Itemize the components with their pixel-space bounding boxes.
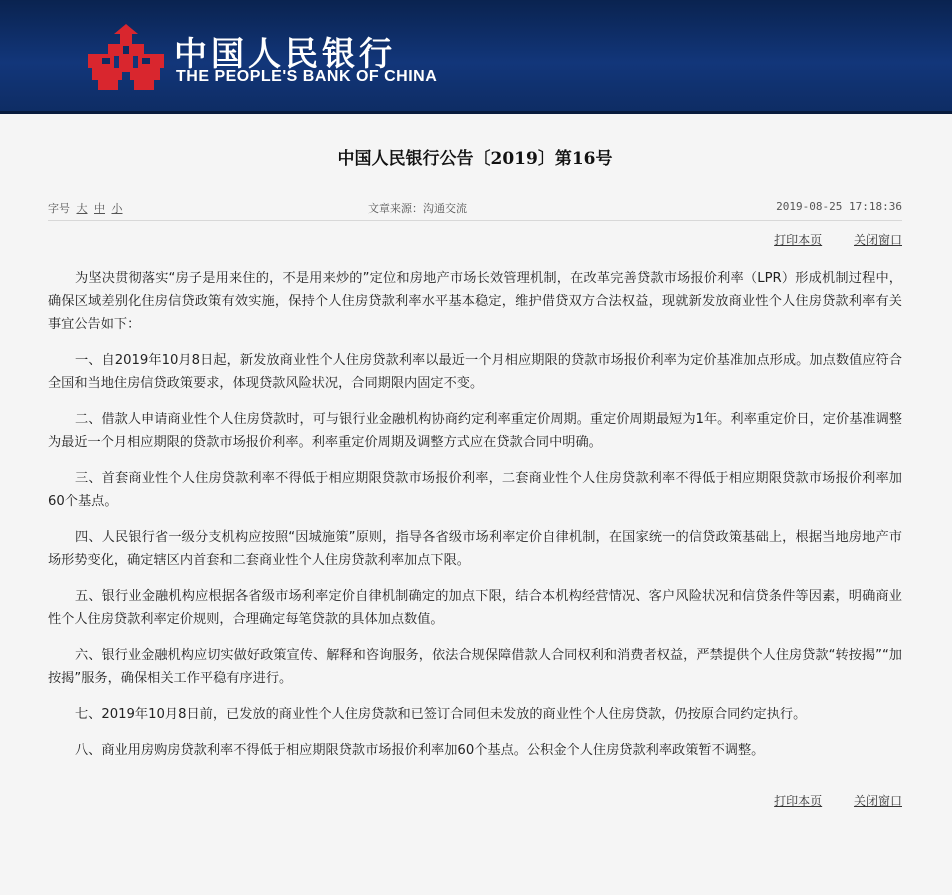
article-title: 中国人民银行公告〔2019〕第16号 [337,149,613,169]
article-body [48,267,902,762]
article-paragraph: 三、首套商业性个人住房贷款利率不得低于相应期限贷款市场报价利率，二套商业性个人住房贷款利率不得低于相应期限贷款市场报价利率加60个基点。 [48,471,902,509]
article-source: 文章来源：沟通交流 [368,202,467,215]
article-datetime: 2019-08-25 17:18:36 [776,200,902,213]
article-paragraph: 为坚决贯彻落实“房子是用来住的，不是用来炒的”定位和房地产市场长效管理机制，在改革完善贷款市场报价利率（LPR）形成机制过程中，确保区域差别化住房信贷政策有效实施，保持个人住房贷款利率水平基本稳定，维护借贷双方合法权益，现就新发放商业性个人住房贷款利率有关事宜公告如下： [48,271,902,332]
article-paragraph: 一、自2019年10月8日起，新发放商业性个人住房贷款利率以最近一个月相应期限的贷款市场报价利率为定价基准加点形成。加点数值应符合全国和当地住房信贷政策要求，体现贷款风险状况，合同期限内固定不变。 [48,353,902,391]
font-size-control [48,200,123,216]
brand-name-en: THE PEOPLE'S BANK OF CHINA [176,68,438,85]
article-paragraph: 六、银行业金融机构应切实做好政策宣传、解释和咨询服务，依法合规保障借款人合同权利和消费者权益，严禁提供个人住房贷款“转按揭”“加按揭”服务，确保相关工作平稳有序进行。 [48,648,902,686]
close-window-link-bottom[interactable]: 关闭窗口 [853,794,902,808]
article-meta-bar [48,196,902,221]
article-container [0,144,952,812]
print-page-link[interactable]: 打印本页 [774,233,823,247]
site-header [0,0,952,114]
brand-name-cn: 中国人民银行 [174,34,396,73]
font-size-small-link[interactable]: 小 [111,202,123,215]
top-action-links [48,231,902,251]
pboc-logo-icon [88,24,164,90]
article-paragraph: 七、2019年10月8日前，已发放的商业性个人住房贷款和已签订合同但未发放的商业性个人住房贷款，仍按原合同约定执行。 [75,707,807,722]
font-size-label: 字号 [48,202,70,215]
close-window-link[interactable]: 关闭窗口 [853,233,902,247]
print-page-link-bottom[interactable]: 打印本页 [774,794,823,808]
font-size-medium-link[interactable]: 中 [94,202,105,215]
article-paragraph: 五、银行业金融机构应根据各省级市场利率定价自律机制确定的加点下限，结合本机构经营情况、客户风险状况和信贷条件等因素，明确商业性个人住房贷款利率定价规则，合理确定每笔贷款的具体加点数值。 [48,589,902,627]
article-paragraph: 八、商业用房购房贷款利率不得低于相应期限贷款市场报价利率加60个基点。公积金个人住房贷款利率政策暂不调整。 [75,743,765,758]
bottom-action-links [48,792,902,812]
article-paragraph: 四、人民银行省一级分支机构应按照“因城施策”原则，指导各省级市场利率定价自律机制，在国家统一的信贷政策基础上，根据当地房地产市场形势变化，确定辖区内首套和二套商业性个人住房贷款利率加点下限。 [48,530,902,568]
font-size-large-link[interactable]: 大 [76,202,88,215]
article-paragraph: 二、借款人申请商业性个人住房贷款时，可与银行业金融机构协商约定利率重定价周期。重定价周期最短为1年。利率重定价日，定价基准调整为最近一个月相应期限的贷款市场报价利率。利率重定价周期及调整方式应在贷款合同中明确。 [48,412,902,450]
